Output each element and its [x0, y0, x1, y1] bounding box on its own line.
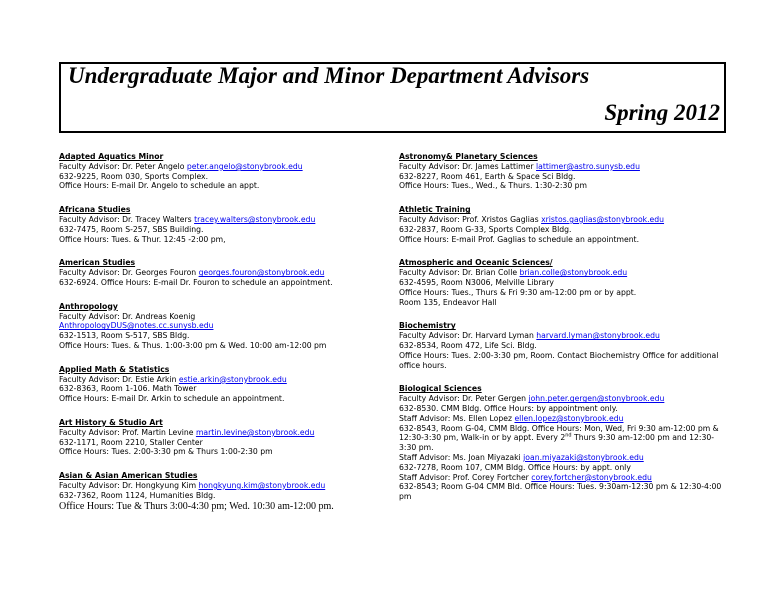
contact-line: 632-8227, Room 461, Earth & Space Sci Bldg. — [399, 171, 576, 181]
advisor-entry — [399, 205, 729, 244]
email-link[interactable]: georges.fouron@stonybrook.edu — [198, 268, 325, 278]
email-link[interactable]: martin.levine@stonybrook.edu — [195, 427, 315, 437]
email-link[interactable]: AnthropologyDUS@notes.cc.sunysb.edu — [59, 321, 214, 331]
department-heading: Astronomy& Planetary Sciences — [399, 152, 538, 161]
email-link[interactable]: john.peter.gergen@stonybrook.edu — [528, 394, 665, 404]
office-hours-cont: Thurs 9:30 am-12:00 pm and 12:30-3:30 pm. — [399, 433, 715, 453]
contact-line: 632-4595, Room N3006, Melville Library — [399, 277, 554, 287]
advisor-entry — [59, 418, 381, 457]
advisor-text: Faculty Advisor: Prof. Martin Levine — [59, 427, 196, 437]
email-link[interactable]: brian.colle@stonybrook.edu — [519, 268, 628, 278]
advisor-text: Staff Advisor: Ms. Joan Miyazaki — [399, 452, 524, 462]
advisor-text: Staff Advisor: Prof. Corey Fortcher — [399, 472, 532, 482]
department-heading: Adapted Aquatics Minor — [59, 152, 164, 161]
advisor-entry — [59, 471, 381, 512]
advisor-text: Faculty Advisor: Dr. Peter Gergen — [399, 394, 529, 404]
office-hours: Office Hours: E-mail Dr. Angelo to schedule an appt. — [59, 181, 260, 191]
office-hours: Office Hours: E-mail Prof. Gaglias to schedule an appointment. — [399, 234, 640, 244]
email-link[interactable]: peter.angelo@stonybrook.edu — [186, 161, 303, 171]
page-title: Undergraduate Major and Minor Department Advisors — [68, 63, 590, 88]
department-heading: Athletic Training — [399, 205, 471, 215]
contact-line: 632-7278, Room 107, CMM Bldg. Office Hours: by appt. only — [399, 462, 631, 472]
department-heading: Anthropology — [59, 301, 118, 311]
department-heading: Atmospheric and Oceanic Sciences/ — [399, 258, 553, 268]
advisor-entry — [59, 205, 381, 244]
email-link[interactable]: xristos.gaglias@stonybrook.edu — [541, 214, 665, 224]
department-heading: Asian & Asian American Studies — [59, 471, 198, 481]
email-link[interactable]: joan.miyazaki@stonybrook.edu — [523, 452, 644, 462]
term-label: Spring 2012 — [604, 100, 720, 125]
office-hours: Office Hours: Tues. & Thus. 1:00-3:00 pm & Wed. 10:00 am-12:00 pm — [59, 340, 327, 350]
contact-line: 632-7475, Room S-257, SBS Building. — [59, 224, 204, 234]
contact-line: 632-8534, Room 472, Life Sci. Bldg. — [399, 340, 537, 350]
right-column — [399, 152, 729, 516]
title-box — [59, 62, 726, 133]
contact-line: 632-1171, Room 2210, Staller Center — [59, 437, 203, 447]
office-hours: Office Hours: Tues., Wed., & Thurs. 1:30-2:30 pm — [399, 181, 588, 191]
advisor-entry — [59, 152, 381, 191]
advisor-entry — [399, 384, 729, 502]
advisor-text: Faculty Advisor: Dr. Harvard Lyman — [399, 331, 537, 341]
contact-line: 632-8363, Room 1-106. Math Tower — [59, 384, 197, 394]
office-hours: Office Hours: Tues. 2:00-3:30 pm & Thurs 1:00-2:30 pm — [59, 447, 273, 457]
department-heading: Applied Math & Statistics — [59, 364, 170, 374]
email-link[interactable]: hongkyung.kim@stonybrook.edu — [198, 480, 326, 490]
department-heading: Biological Sciences — [399, 384, 482, 394]
department-heading: Art History & Studio Art — [59, 417, 163, 427]
left-column — [59, 152, 381, 527]
office-hours: 632-8543, Room G-04, CMM Bldg. Office Hours: Mon, Wed, Fri 9:30 am-12:00 pm & 12:30-3:30 pm, Walk-in or by appt. Every 2 — [399, 423, 719, 443]
contact-line: 632-8543; Room G-04 CMM Bld. Office Hours: Tues. 9:30am-12:30 pm & 12:30-4:00 pm — [399, 482, 722, 502]
advisor-text: Faculty Advisor: Dr. Brian Colle — [399, 268, 520, 278]
office-hours: Office Hours: Tue & Thurs 3:00-4:30 pm; Wed. 10:30 am-12:00 pm. — [59, 500, 334, 512]
contact-line: 632-6924. Office Hours: E-mail Dr. Fouron to schedule an appointment. — [59, 277, 333, 287]
advisor-text: Faculty Advisor: Dr. Peter Angelo — [59, 161, 187, 171]
contact-line: 632-1513, Room S-517, SBS Bldg. — [59, 331, 190, 341]
contact-line: 632-8530. CMM Bldg. Office Hours: by appointment only. — [399, 403, 618, 413]
advisor-entry — [399, 152, 729, 191]
email-link[interactable]: estie.arkin@stonybrook.edu — [178, 374, 287, 384]
advisor-text: Faculty Advisor: Prof. Xristos Gaglias — [399, 214, 542, 224]
contact-line: 632-2837, Room G-33, Sports Complex Bldg. — [399, 224, 572, 234]
advisor-text: Faculty Advisor: Dr. Hongkyung Kim — [59, 480, 199, 490]
email-link[interactable]: harvard.lyman@stonybrook.edu — [536, 331, 660, 341]
contact-line: 632-7362, Room 1124, Humanities Bldg. — [59, 490, 216, 500]
office-hours: Office Hours: Tues. & Thur. 12:45 -2:00 pm, — [59, 234, 226, 244]
contact-line: 632-9225, Room 030, Sports Complex. — [59, 171, 209, 181]
advisor-text: Faculty Advisor: Dr. Tracey Walters — [59, 214, 195, 224]
email-link[interactable]: lattimer@astro.sunysb.edu — [536, 161, 640, 171]
email-link[interactable]: corey.fortcher@stonybrook.edu — [531, 472, 652, 482]
office-hours: Office Hours: Tues. 2:00-3:30 pm, Room. Contact Biochemistry Office for additional office hours. — [399, 350, 719, 370]
advisor-text: Faculty Advisor: Dr. James Lattimer — [399, 161, 537, 171]
advisor-entry — [59, 302, 381, 351]
email-link[interactable]: ellen.lopez@stonybrook.edu — [514, 413, 624, 423]
email-link[interactable]: tracey.walters@stonybrook.edu — [194, 214, 316, 224]
office-hours: Office Hours: Tues., Thurs & Fri 9:30 am-12:00 pm or by appt. — [399, 287, 637, 297]
advisor-text: Faculty Advisor: Dr. Estie Arkin — [59, 374, 179, 384]
advisor-entry — [399, 258, 729, 307]
advisor-entry — [59, 365, 381, 404]
department-heading: Biochemistry — [399, 321, 456, 331]
room-line: Room 135, Endeavor Hall — [399, 297, 497, 307]
advisor-text: Faculty Advisor: Dr. Georges Fouron — [59, 268, 199, 278]
department-heading: Africana Studies — [59, 205, 131, 215]
office-hours: Office Hours: E-mail Dr. Arkin to schedule an appointment. — [59, 394, 285, 404]
advisor-entry — [399, 321, 729, 370]
advisor-entry — [59, 258, 381, 287]
advisor-text: Staff Advisor: Ms. Ellen Lopez — [399, 413, 515, 423]
advisor-text: Faculty Advisor: Dr. Andreas Koenig — [59, 311, 196, 321]
department-heading: American Studies — [59, 258, 136, 268]
ordinal-suffix: nd — [565, 432, 572, 439]
